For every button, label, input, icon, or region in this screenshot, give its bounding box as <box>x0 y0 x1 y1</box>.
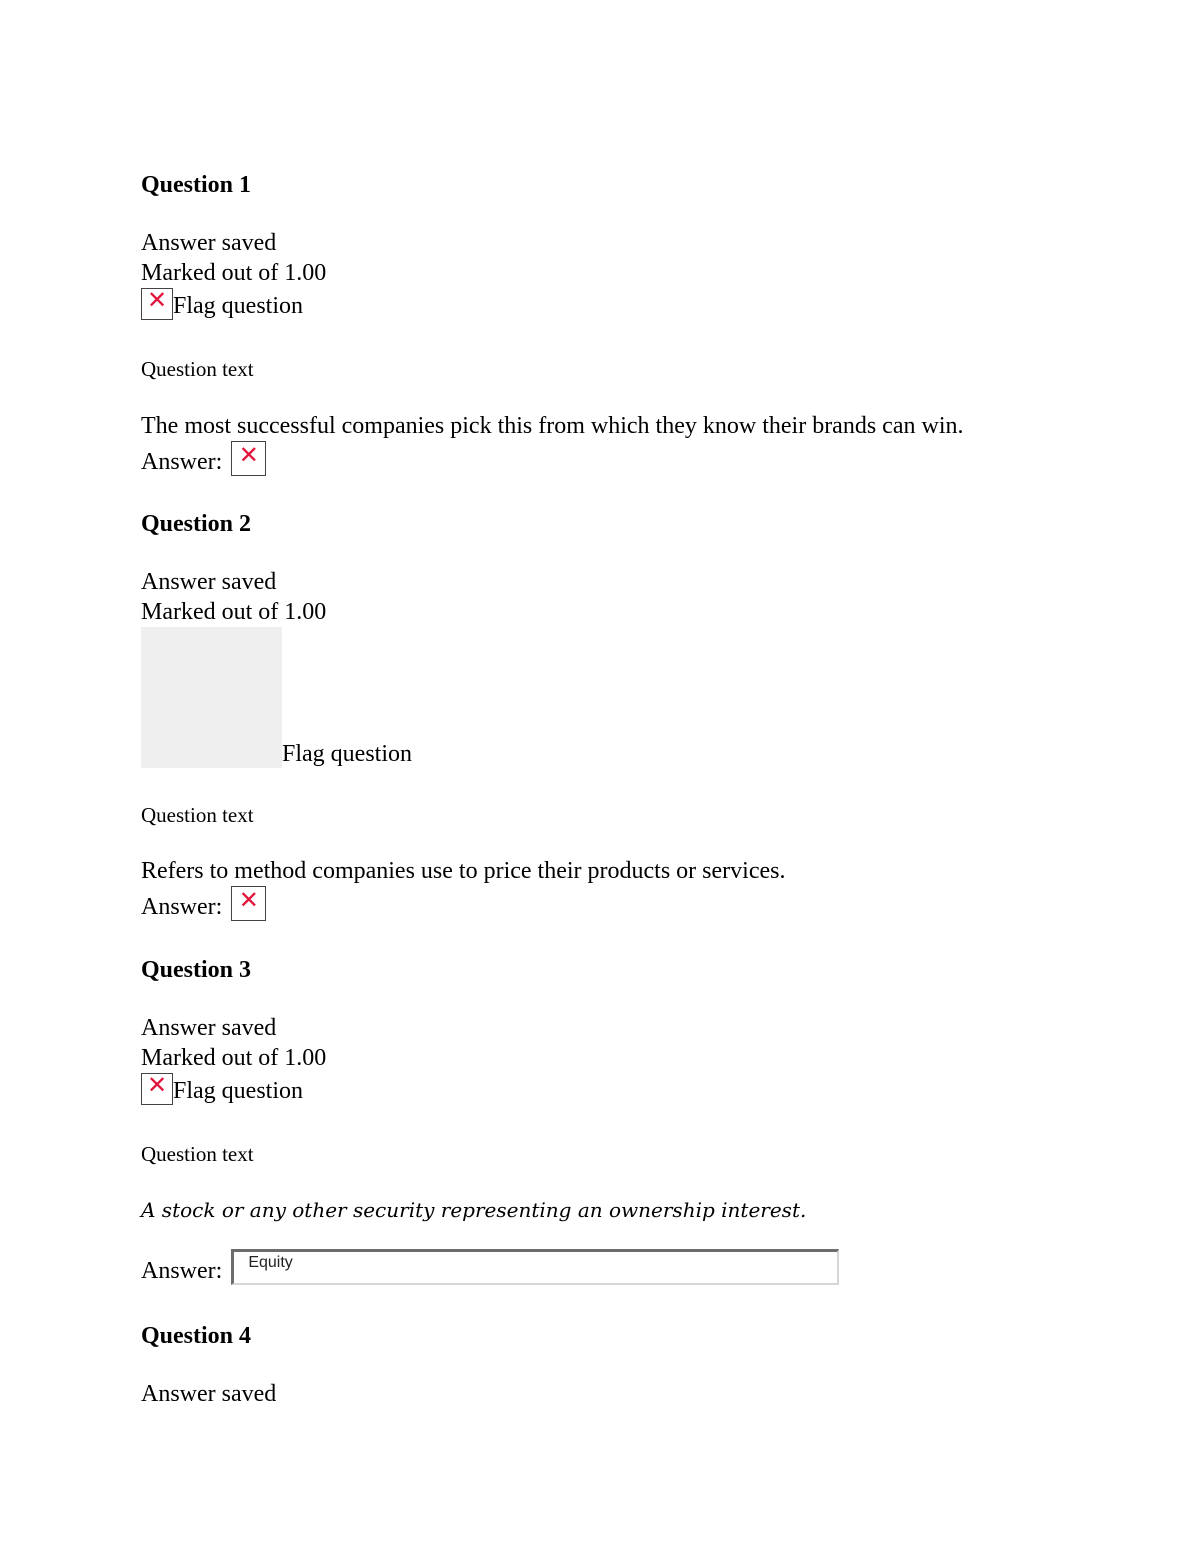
question-3-marks: Marked out of 1.00 <box>141 1045 327 1071</box>
question-2-text: Refers to method companies use to price their products or services. <box>141 858 786 884</box>
question-4-status: Answer saved <box>141 1381 277 1407</box>
answer-label: Answer: <box>141 894 223 920</box>
flag-image-placeholder[interactable] <box>141 627 282 768</box>
question-4-title: Question 4 <box>141 1323 252 1349</box>
question-2-status: Answer saved <box>141 569 277 595</box>
broken-image-icon[interactable]: ✕ <box>231 441 266 476</box>
question-1-marks: Marked out of 1.00 <box>141 260 327 286</box>
question-2-answer <box>141 886 266 921</box>
question-1-answer <box>141 441 266 476</box>
question-2-flag[interactable] <box>141 627 412 768</box>
flag-question-label[interactable]: Flag question <box>173 293 303 319</box>
question-3-title: Question 3 <box>141 957 252 983</box>
question-3-status: Answer saved <box>141 1015 277 1041</box>
question-2-title: Question 2 <box>141 511 252 537</box>
question-1-status: Answer saved <box>141 230 277 256</box>
answer-input[interactable]: Equity <box>231 1249 839 1285</box>
flag-question-label[interactable]: Flag question <box>282 741 412 767</box>
question-3-flag[interactable] <box>141 1073 303 1105</box>
broken-image-icon[interactable]: ✕ <box>141 288 173 320</box>
answer-label: Answer: <box>141 449 223 475</box>
broken-image-icon[interactable]: ✕ <box>141 1073 173 1105</box>
flag-question-label[interactable]: Flag question <box>173 1078 303 1104</box>
question-1-text: The most successful companies pick this from which they know their brands can win. <box>141 413 964 439</box>
broken-image-icon[interactable]: ✕ <box>231 886 266 921</box>
question-1-title: Question 1 <box>141 172 252 198</box>
question-1-text-label: Question text <box>141 357 254 381</box>
question-2-text-label: Question text <box>141 803 254 827</box>
question-2-marks: Marked out of 1.00 <box>141 599 327 625</box>
question-3-text-label: Question text <box>141 1142 254 1166</box>
answer-label: Answer: <box>141 1258 223 1284</box>
question-3-text: A stock or any other security representing an ownership interest. <box>141 1198 807 1222</box>
question-3-answer <box>141 1249 839 1285</box>
question-1-flag[interactable] <box>141 288 303 320</box>
